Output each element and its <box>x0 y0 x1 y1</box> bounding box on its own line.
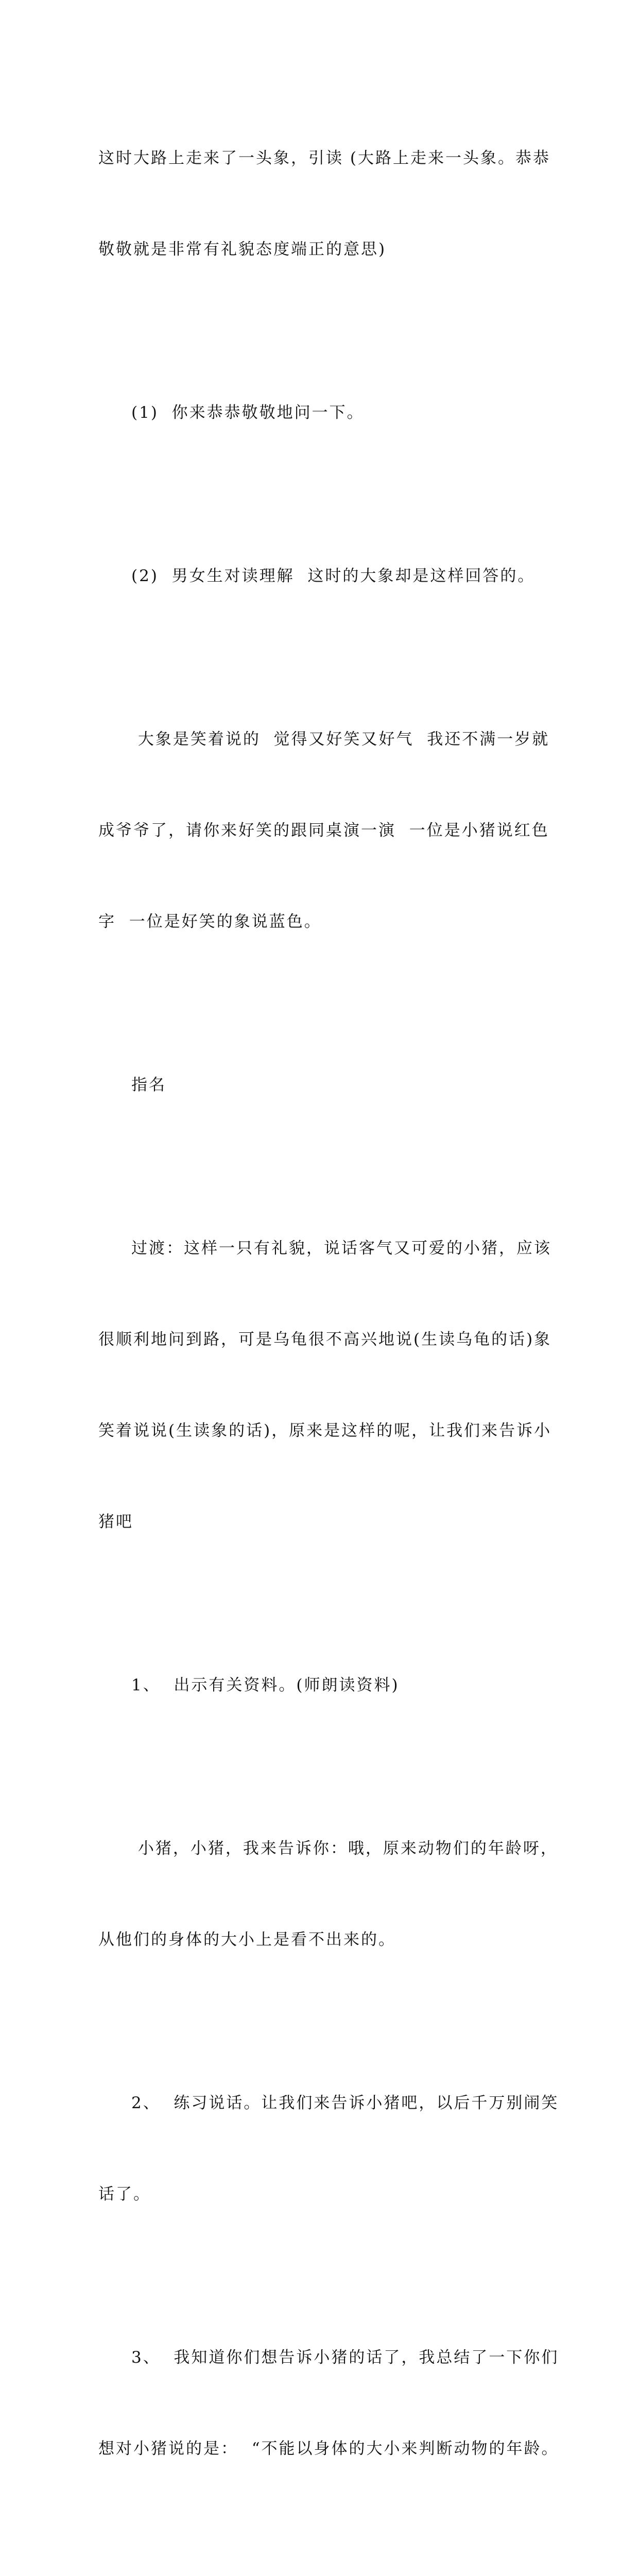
text-line: 猪吧 <box>98 1513 133 1531</box>
paragraph <box>98 2027 559 2270</box>
paragraph <box>98 500 541 652</box>
text-line: 这时大路上走来了一头象，引读 (大路上走来一头象。恭恭 <box>98 149 550 167</box>
text-line: 很顺利地问到路，可是乌龟很不高兴地说(生读乌龟的话)象 <box>98 1330 552 1349</box>
text-line: (1) 你来恭恭敬敬地问一下。 <box>131 403 365 422</box>
paragraph <box>98 1609 541 1761</box>
text-line: 从他们的身体的大小上是看不出来的。 <box>98 1930 396 1949</box>
paragraph <box>98 2282 559 2525</box>
paragraph <box>98 337 541 489</box>
text-line: 大象是笑着说的 觉得又好笑又好气 我还不满一岁就 <box>131 730 550 749</box>
paragraph <box>98 1773 558 2016</box>
document-page <box>98 82 559 2576</box>
text-line: 小猪，小猪，我来告诉你：哦，原来动物们的年龄呀， <box>131 1839 558 1858</box>
text-line: 3、 我知道你们想告诉小猪的话了，我总结了一下你们 <box>131 2348 559 2367</box>
text-line: 话了。 <box>98 2185 151 2204</box>
text-line: 成爷爷了，请你来好笑的跟同桌演一演 一位是小猪说红色 <box>98 821 549 840</box>
paragraph <box>98 1009 541 1161</box>
text-line: 指名 <box>131 1076 166 1094</box>
text-line: 字 一位是好笑的象说蓝色。 <box>98 912 322 931</box>
paragraph <box>98 664 550 998</box>
text-line: (2) 男女生对读理解 这时的大象却是这样回答的。 <box>131 567 536 585</box>
text-line: 1、 出示有关资料。(师朗读资料) <box>131 1676 400 1694</box>
text-line: 笑着说说(生读象的话)，原来是这样的呢，让我们来告诉小 <box>98 1421 552 1440</box>
text-line: 敬敬就是非常有礼貌态度端正的意思) <box>98 240 387 259</box>
text-line: 想对小猪说的是： “不能以身体的大小来判断动物的年龄。 <box>98 2439 559 2458</box>
text-line: 过渡：这样一只有礼貌，说话客气又可爱的小猪，应该 <box>131 1239 551 1258</box>
text-line: 2、 练习说话。让我们来告诉小猪吧，以后千万别闹笑 <box>131 2094 559 2112</box>
paragraph <box>98 2536 541 2576</box>
paragraph <box>98 82 550 326</box>
paragraph <box>98 1173 552 1598</box>
